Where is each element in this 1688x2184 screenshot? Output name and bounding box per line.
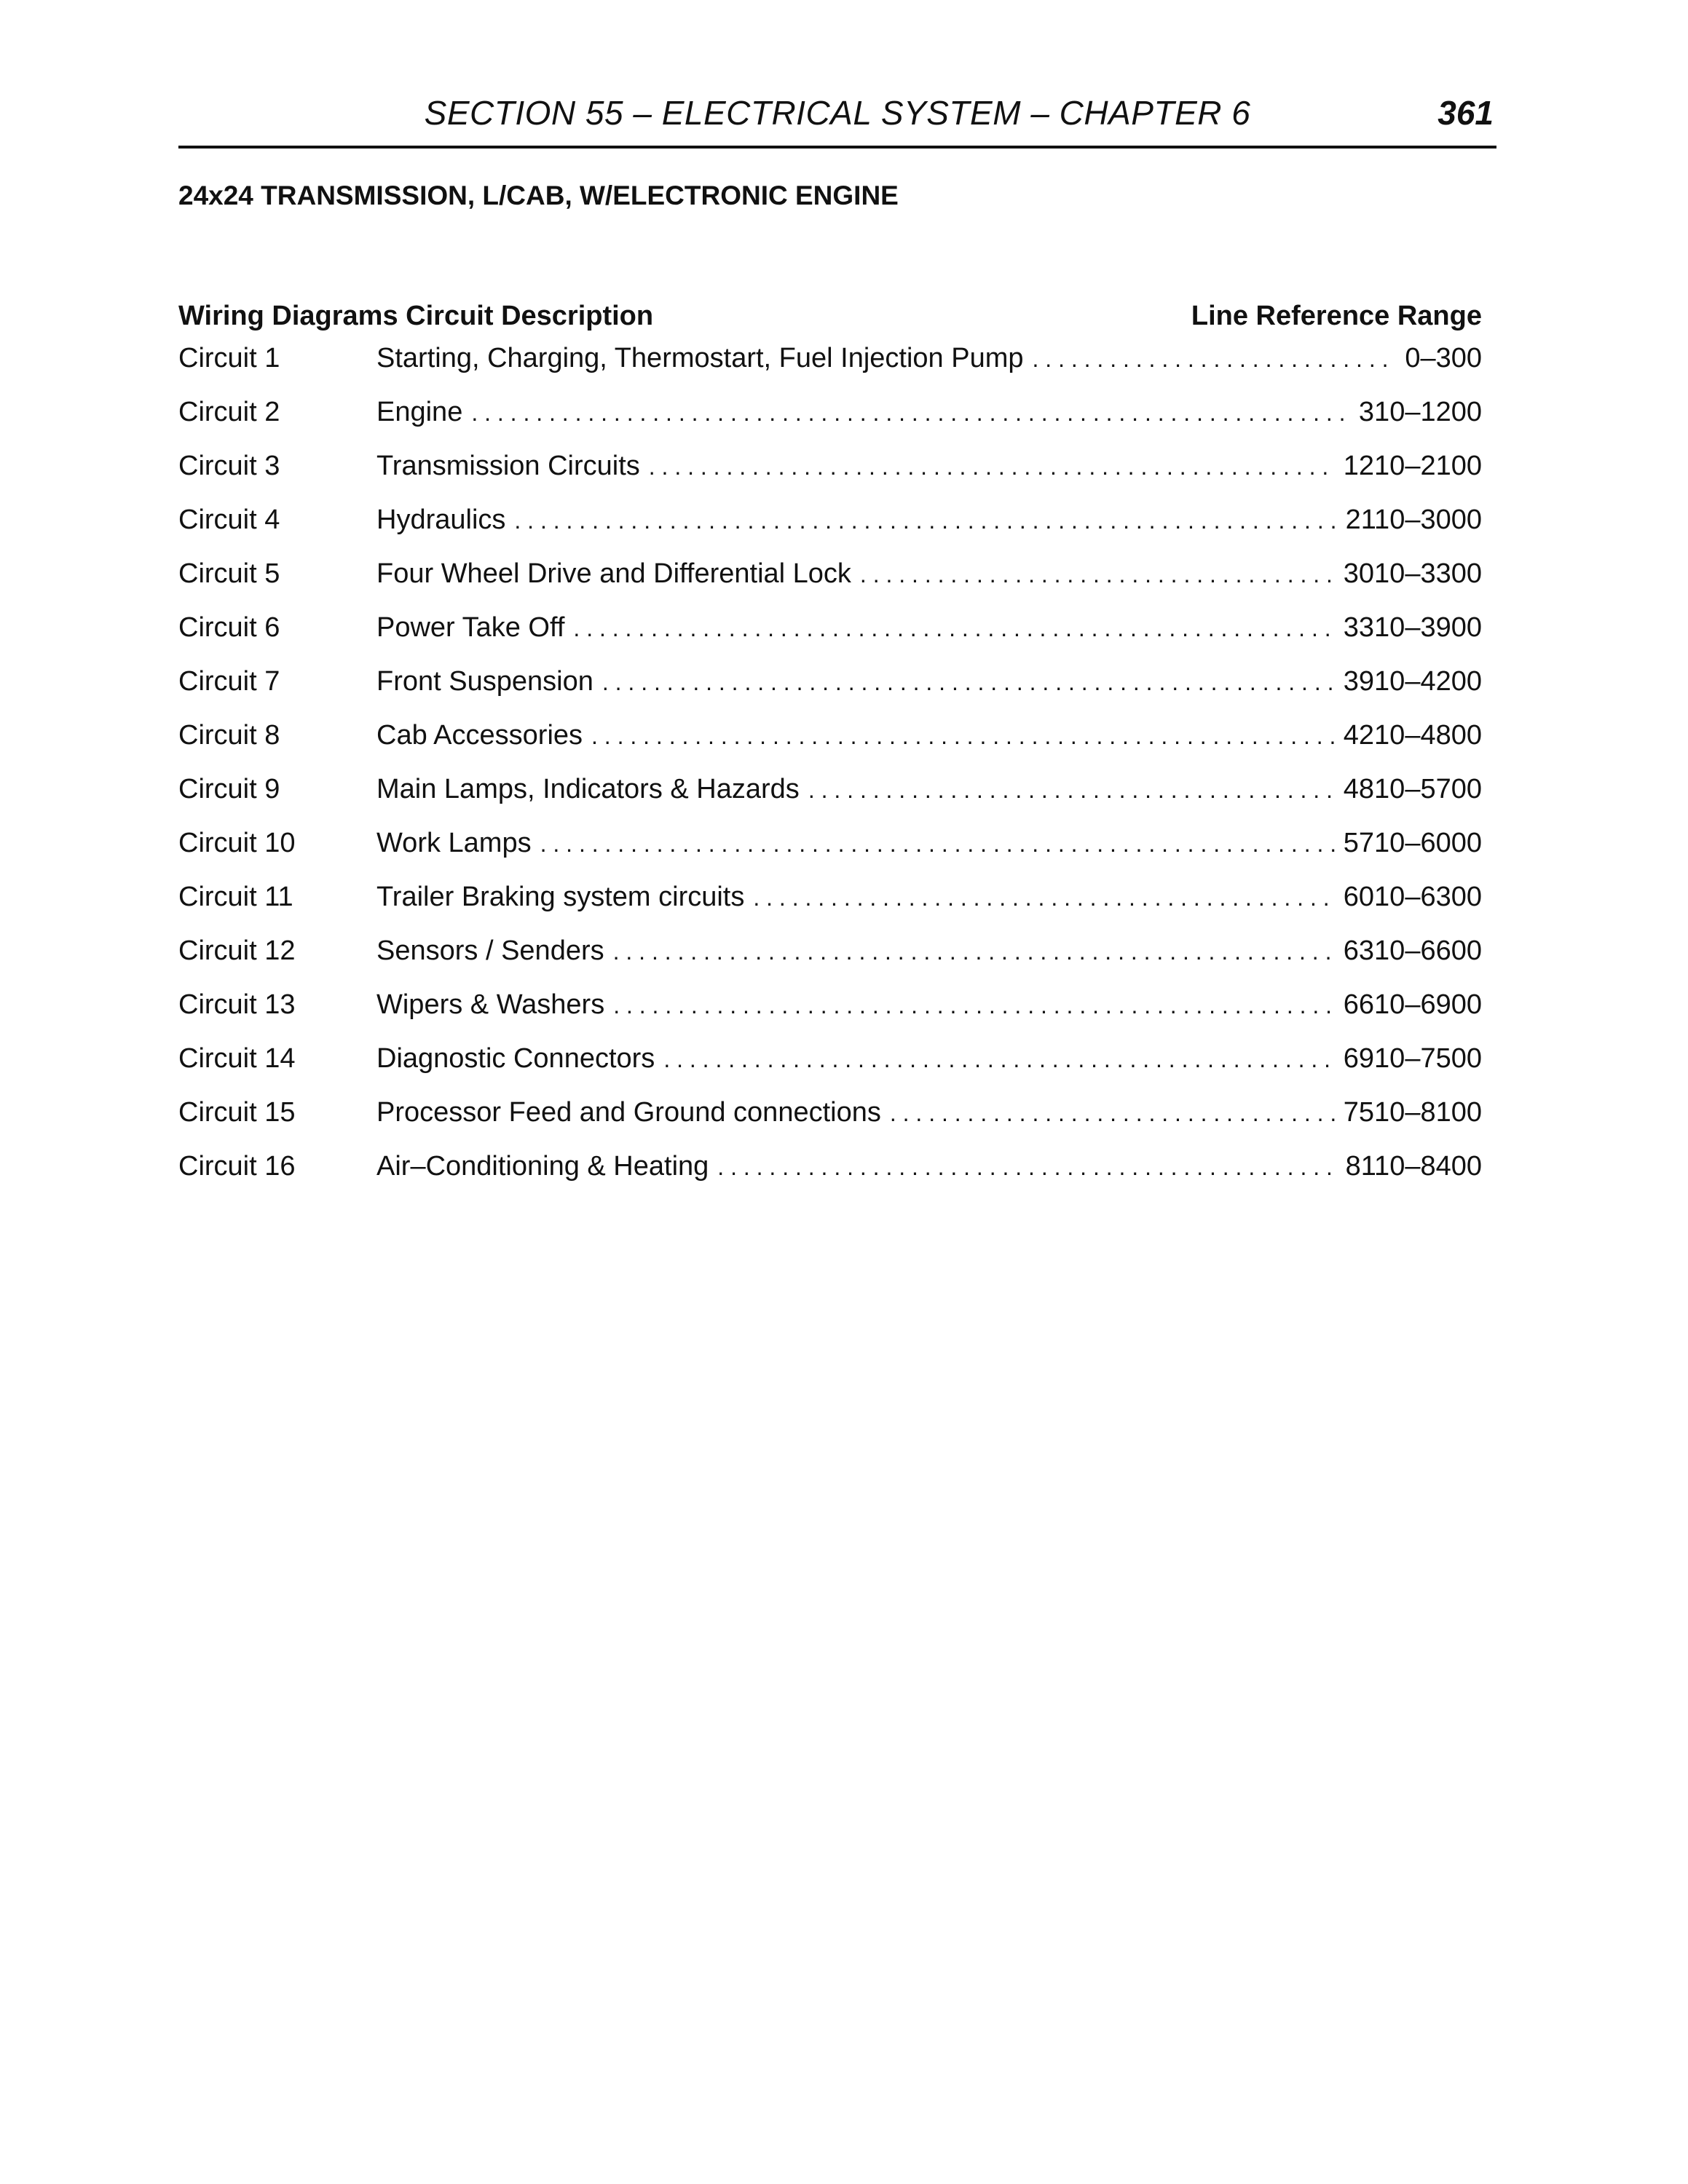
dot-leader [613,987,1335,1024]
circuit-description: Hydraulics [376,505,506,535]
dot-leader [649,448,1335,485]
dot-leader [860,556,1335,593]
circuit-description: Diagnostic Connectors [376,1043,655,1074]
dot-leader [471,395,1350,431]
circuit-number: Circuit 8 [178,720,280,751]
table-row [178,1040,1482,1094]
circuit-description: Wipers & Washers [376,989,605,1020]
circuit-number: Circuit 13 [178,989,296,1020]
circuit-description: Power Take Off [376,612,565,643]
line-reference-range: 6310–6600 [1343,935,1482,966]
circuit-number: Circuit 4 [178,505,280,535]
table-row [178,933,1482,986]
dot-leader [753,879,1334,916]
line-reference-range: 1210–2100 [1343,451,1482,481]
dot-leader [602,664,1335,700]
circuit-description: Work Lamps [376,828,532,858]
circuit-number: Circuit 15 [178,1097,296,1128]
running-header [178,87,1496,149]
line-reference-range: 310–1200 [1358,397,1482,427]
line-reference-range: 4810–5700 [1343,774,1482,804]
table-row [178,825,1482,879]
dot-leader [514,502,1336,539]
circuit-number: Circuit 9 [178,774,280,804]
table-row [178,502,1482,555]
dot-leader [1033,341,1397,377]
circuit-description: Starting, Charging, Thermostart, Fuel Injection Pump [376,343,1024,373]
table-row [178,717,1482,771]
dot-leader [591,718,1335,754]
table-row [178,555,1482,609]
table-row [178,448,1482,502]
column-header-description: Wiring Diagrams Circuit Description [178,301,654,331]
circuit-description: Trailer Braking system circuits [376,882,745,912]
document-heading: 24x24 TRANSMISSION, L/CAB, W/ELECTRONIC ENGINE [178,181,899,210]
circuit-table [178,295,1482,1202]
line-reference-range: 6910–7500 [1343,1043,1482,1074]
circuit-number: Circuit 5 [178,558,280,589]
section-title: SECTION 55 – ELECTRICAL SYSTEM – CHAPTER 6 [424,94,1251,132]
table-row [178,771,1482,825]
line-reference-range: 4210–4800 [1343,720,1482,751]
dot-leader [663,1041,1334,1077]
line-reference-range: 3910–4200 [1343,666,1482,697]
circuit-description: Processor Feed and Ground connections [376,1097,881,1128]
circuit-description: Transmission Circuits [376,451,640,481]
circuit-description: Air–Conditioning & Heating [376,1151,709,1182]
circuit-description: Four Wheel Drive and Differential Lock [376,558,851,589]
circuit-description: Cab Accessories [376,720,583,751]
table-row [178,663,1482,717]
column-header-range: Line Reference Range [1191,301,1482,331]
circuit-number: Circuit 3 [178,451,280,481]
circuit-number: Circuit 11 [178,882,293,912]
dot-leader [890,1095,1335,1131]
table-row [178,986,1482,1040]
circuit-description: Front Suspension [376,666,593,697]
table-row [178,879,1482,933]
dot-leader [717,1149,1336,1185]
line-reference-range: 2110–3000 [1345,505,1482,535]
dot-leader [573,610,1334,646]
circuit-number: Circuit 2 [178,397,280,427]
line-reference-range: 7510–8100 [1343,1097,1482,1128]
line-reference-range: 8110–8400 [1345,1151,1482,1182]
circuit-number: Circuit 14 [178,1043,296,1074]
line-reference-range: 0–300 [1405,343,1482,373]
dot-leader [613,933,1335,970]
circuit-description: Engine [376,397,463,427]
table-body [178,340,1482,1202]
dot-leader [808,772,1335,808]
circuit-description: Main Lamps, Indicators & Hazards [376,774,800,804]
dot-leader [540,826,1335,862]
circuit-number: Circuit 7 [178,666,280,697]
circuit-description: Sensors / Senders [376,935,604,966]
line-reference-range: 3310–3900 [1343,612,1482,643]
line-reference-range: 6610–6900 [1343,989,1482,1020]
circuit-number: Circuit 10 [178,828,296,858]
table-row [178,1094,1482,1148]
circuit-number: Circuit 16 [178,1151,296,1182]
line-reference-range: 6010–6300 [1343,882,1482,912]
line-reference-range: 3010–3300 [1343,558,1482,589]
table-row [178,609,1482,663]
circuit-number: Circuit 1 [178,343,280,373]
page-number: 361 [1437,94,1494,132]
table-row [178,394,1482,448]
circuit-number: Circuit 6 [178,612,280,643]
line-reference-range: 5710–6000 [1343,828,1482,858]
table-row [178,340,1482,394]
table-header [178,295,1482,340]
table-row [178,1148,1482,1202]
circuit-number: Circuit 12 [178,935,296,966]
